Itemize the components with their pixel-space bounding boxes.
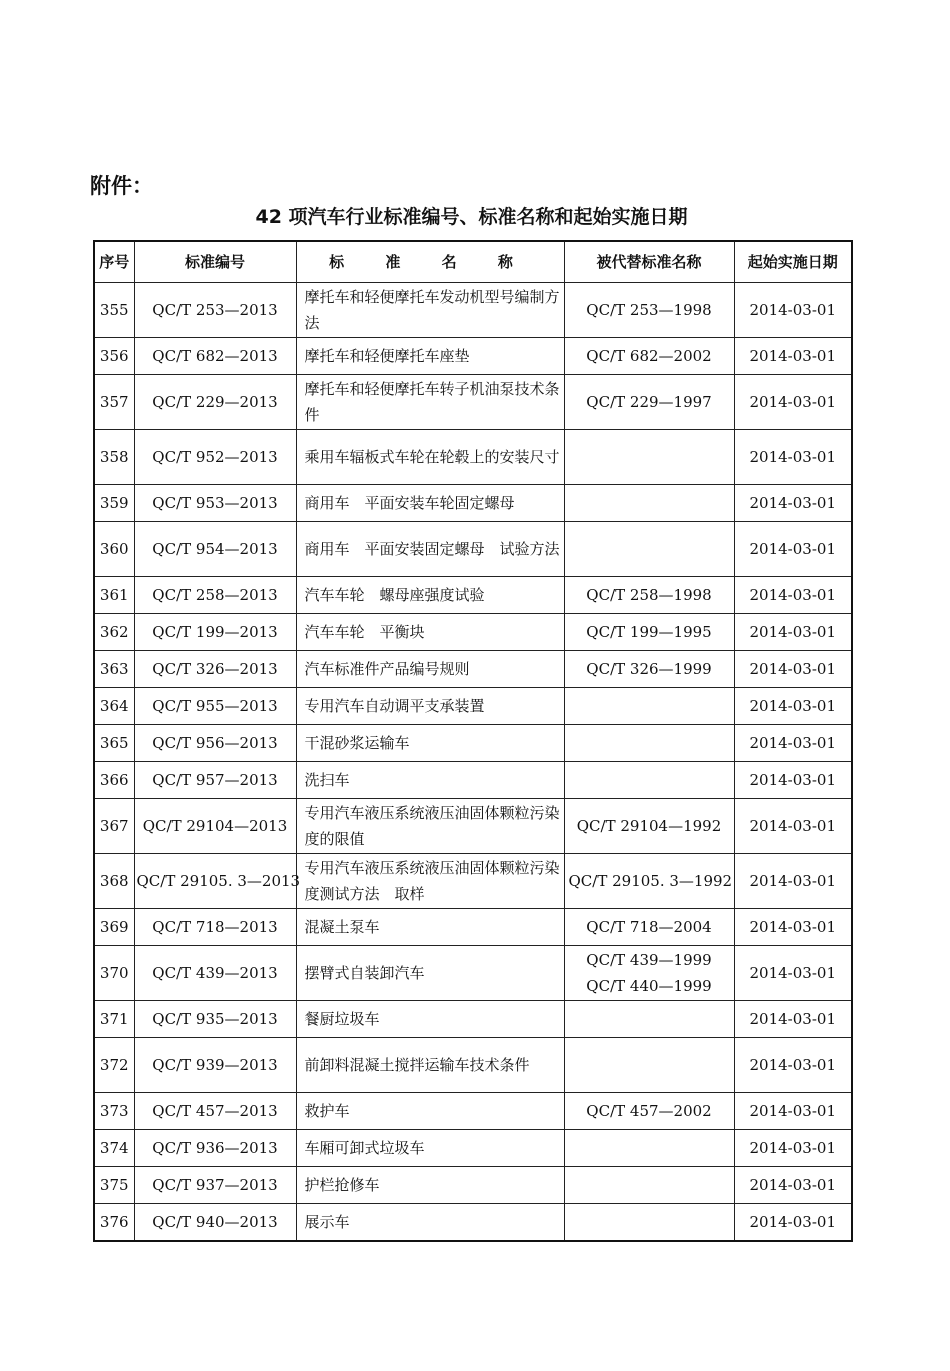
cell-date: 2014-03-01 xyxy=(734,651,852,688)
cell-seq: 372 xyxy=(94,1038,134,1093)
cell-code: QC/T 199—2013 xyxy=(134,614,296,651)
cell-seq: 368 xyxy=(94,854,134,909)
table-row xyxy=(94,762,852,799)
table-row xyxy=(94,1204,852,1242)
cell-seq: 361 xyxy=(94,577,134,614)
replaced-standard: QC/T 253—1998 xyxy=(586,301,712,319)
cell-date: 2014-03-01 xyxy=(734,430,852,485)
table-row xyxy=(94,283,852,338)
cell-code: QC/T 957—2013 xyxy=(134,762,296,799)
table-row xyxy=(94,375,852,430)
cell-name: 摆臂式自装卸汽车 xyxy=(296,946,564,1001)
cell-seq: 373 xyxy=(94,1093,134,1130)
cell-code: QC/T 936—2013 xyxy=(134,1130,296,1167)
cell-date: 2014-03-01 xyxy=(734,725,852,762)
cell-seq: 374 xyxy=(94,1130,134,1167)
cell-replaced xyxy=(564,1204,734,1242)
replaced-standard: QC/T 326—1999 xyxy=(586,660,712,678)
table-row xyxy=(94,614,852,651)
table-row xyxy=(94,651,852,688)
cell-name: 汽车车轮 螺母座强度试验 xyxy=(296,577,564,614)
table-row xyxy=(94,946,852,1001)
table-row xyxy=(94,1167,852,1204)
table-row xyxy=(94,485,852,522)
table-row xyxy=(94,522,852,577)
table-row xyxy=(94,338,852,375)
cell-name: 救护车 xyxy=(296,1093,564,1130)
cell-code: QC/T 718—2013 xyxy=(134,909,296,946)
cell-name: 摩托车和轻便摩托车座垫 xyxy=(296,338,564,375)
cell-code: QC/T 29105. 3—2013 xyxy=(134,854,296,909)
cell-code: QC/T 439—2013 xyxy=(134,946,296,1001)
cell-seq: 370 xyxy=(94,946,134,1001)
cell-name: 餐厨垃圾车 xyxy=(296,1001,564,1038)
cell-date: 2014-03-01 xyxy=(734,1204,852,1242)
cell-replaced xyxy=(564,854,734,909)
cell-date: 2014-03-01 xyxy=(734,1167,852,1204)
header-code: 标准编号 xyxy=(134,241,296,283)
cell-date: 2014-03-01 xyxy=(734,1130,852,1167)
table-row xyxy=(94,577,852,614)
cell-name: 洗扫车 xyxy=(296,762,564,799)
cell-replaced xyxy=(564,430,734,485)
cell-date: 2014-03-01 xyxy=(734,1038,852,1093)
cell-code: QC/T 258—2013 xyxy=(134,577,296,614)
cell-seq: 369 xyxy=(94,909,134,946)
cell-replaced xyxy=(564,1038,734,1093)
cell-date: 2014-03-01 xyxy=(734,909,852,946)
cell-name: 专用汽车液压系统液压油固体颗粒污染度的限值 xyxy=(296,799,564,854)
cell-code: QC/T 29104—2013 xyxy=(134,799,296,854)
cell-replaced xyxy=(564,946,734,1001)
cell-name: 汽车车轮 平衡块 xyxy=(296,614,564,651)
cell-name: 护栏抢修车 xyxy=(296,1167,564,1204)
cell-seq: 357 xyxy=(94,375,134,430)
replaced-standard: QC/T 29104—1992 xyxy=(576,817,722,835)
cell-replaced xyxy=(564,651,734,688)
cell-replaced xyxy=(564,338,734,375)
cell-name: 乘用车辐板式车轮在轮毂上的安装尺寸 xyxy=(296,430,564,485)
table-row xyxy=(94,1093,852,1130)
header-seq: 序号 xyxy=(94,241,134,283)
standards-table xyxy=(93,240,853,1242)
replaced-standard: QC/T 439—1999 xyxy=(586,951,712,969)
table-row xyxy=(94,799,852,854)
replaced-standard: QC/T 199—1995 xyxy=(586,623,712,641)
cell-replaced xyxy=(564,1001,734,1038)
table-row xyxy=(94,909,852,946)
document-title: 42 项汽车行业标准编号、标准名称和起始实施日期 xyxy=(255,206,688,228)
cell-code: QC/T 953—2013 xyxy=(134,485,296,522)
cell-code: QC/T 682—2013 xyxy=(134,338,296,375)
cell-seq: 362 xyxy=(94,614,134,651)
cell-replaced xyxy=(564,762,734,799)
table-row xyxy=(94,430,852,485)
cell-replaced xyxy=(564,614,734,651)
cell-seq: 356 xyxy=(94,338,134,375)
cell-date: 2014-03-01 xyxy=(734,799,852,854)
cell-replaced xyxy=(564,725,734,762)
cell-replaced xyxy=(564,522,734,577)
replaced-standard: QC/T 29105. 3—1992 xyxy=(568,872,733,890)
cell-seq: 355 xyxy=(94,283,134,338)
table-row xyxy=(94,1130,852,1167)
cell-replaced xyxy=(564,1130,734,1167)
cell-name: 展示车 xyxy=(296,1204,564,1242)
header-name: 标 准 名 称 xyxy=(296,241,564,283)
cell-date: 2014-03-01 xyxy=(734,854,852,909)
cell-seq: 371 xyxy=(94,1001,134,1038)
replaced-standard: QC/T 440—1999 xyxy=(586,977,712,995)
replaced-standard: QC/T 457—2002 xyxy=(586,1102,712,1120)
cell-name: 商用车 平面安装车轮固定螺母 xyxy=(296,485,564,522)
table-row xyxy=(94,854,852,909)
cell-replaced xyxy=(564,909,734,946)
cell-code: QC/T 253—2013 xyxy=(134,283,296,338)
cell-name: 前卸料混凝土搅拌运输车技术条件 xyxy=(296,1038,564,1093)
table-row xyxy=(94,1038,852,1093)
cell-replaced xyxy=(564,577,734,614)
table-row xyxy=(94,688,852,725)
cell-seq: 359 xyxy=(94,485,134,522)
cell-replaced xyxy=(564,485,734,522)
table-header-row xyxy=(94,241,852,283)
replaced-standard: QC/T 229—1997 xyxy=(586,393,712,411)
cell-seq: 375 xyxy=(94,1167,134,1204)
cell-date: 2014-03-01 xyxy=(734,338,852,375)
cell-name: 专用汽车自动调平支承装置 xyxy=(296,688,564,725)
cell-code: QC/T 229—2013 xyxy=(134,375,296,430)
cell-code: QC/T 954—2013 xyxy=(134,522,296,577)
cell-code: QC/T 940—2013 xyxy=(134,1204,296,1242)
cell-replaced xyxy=(564,688,734,725)
cell-code: QC/T 326—2013 xyxy=(134,651,296,688)
cell-replaced xyxy=(564,1167,734,1204)
replaced-standard: QC/T 682—2002 xyxy=(586,347,712,365)
replaced-standard: QC/T 718—2004 xyxy=(586,918,712,936)
table-row xyxy=(94,1001,852,1038)
cell-replaced xyxy=(564,283,734,338)
cell-date: 2014-03-01 xyxy=(734,688,852,725)
cell-seq: 363 xyxy=(94,651,134,688)
replaced-standard: QC/T 258—1998 xyxy=(586,586,712,604)
cell-code: QC/T 955—2013 xyxy=(134,688,296,725)
cell-seq: 367 xyxy=(94,799,134,854)
cell-seq: 366 xyxy=(94,762,134,799)
cell-code: QC/T 939—2013 xyxy=(134,1038,296,1093)
cell-date: 2014-03-01 xyxy=(734,1001,852,1038)
cell-seq: 358 xyxy=(94,430,134,485)
cell-replaced xyxy=(564,1093,734,1130)
cell-name: 摩托车和轻便摩托车发动机型号编制方法 xyxy=(296,283,564,338)
cell-code: QC/T 457—2013 xyxy=(134,1093,296,1130)
cell-name: 专用汽车液压系统液压油固体颗粒污染度测试方法 取样 xyxy=(296,854,564,909)
cell-name: 车厢可卸式垃圾车 xyxy=(296,1130,564,1167)
table-body xyxy=(94,283,852,1242)
cell-code: QC/T 952—2013 xyxy=(134,430,296,485)
cell-code: QC/T 937—2013 xyxy=(134,1167,296,1204)
cell-name: 汽车标准件产品编号规则 xyxy=(296,651,564,688)
table-row xyxy=(94,725,852,762)
cell-date: 2014-03-01 xyxy=(734,577,852,614)
cell-name: 混凝土泵车 xyxy=(296,909,564,946)
cell-name: 商用车 平面安装固定螺母 试验方法 xyxy=(296,522,564,577)
cell-name: 干混砂浆运输车 xyxy=(296,725,564,762)
cell-date: 2014-03-01 xyxy=(734,1093,852,1130)
cell-seq: 364 xyxy=(94,688,134,725)
cell-date: 2014-03-01 xyxy=(734,614,852,651)
cell-date: 2014-03-01 xyxy=(734,283,852,338)
cell-date: 2014-03-01 xyxy=(734,522,852,577)
cell-code: QC/T 935—2013 xyxy=(134,1001,296,1038)
cell-replaced xyxy=(564,375,734,430)
attachment-label: 附件： xyxy=(90,174,153,198)
header-date: 起始实施日期 xyxy=(734,241,852,283)
cell-replaced xyxy=(564,799,734,854)
cell-date: 2014-03-01 xyxy=(734,946,852,1001)
cell-name: 摩托车和轻便摩托车转子机油泵技术条件 xyxy=(296,375,564,430)
header-replaced: 被代替标准名称 xyxy=(564,241,734,283)
cell-seq: 376 xyxy=(94,1204,134,1242)
cell-date: 2014-03-01 xyxy=(734,375,852,430)
cell-code: QC/T 956—2013 xyxy=(134,725,296,762)
cell-seq: 365 xyxy=(94,725,134,762)
cell-date: 2014-03-01 xyxy=(734,762,852,799)
cell-date: 2014-03-01 xyxy=(734,485,852,522)
cell-seq: 360 xyxy=(94,522,134,577)
